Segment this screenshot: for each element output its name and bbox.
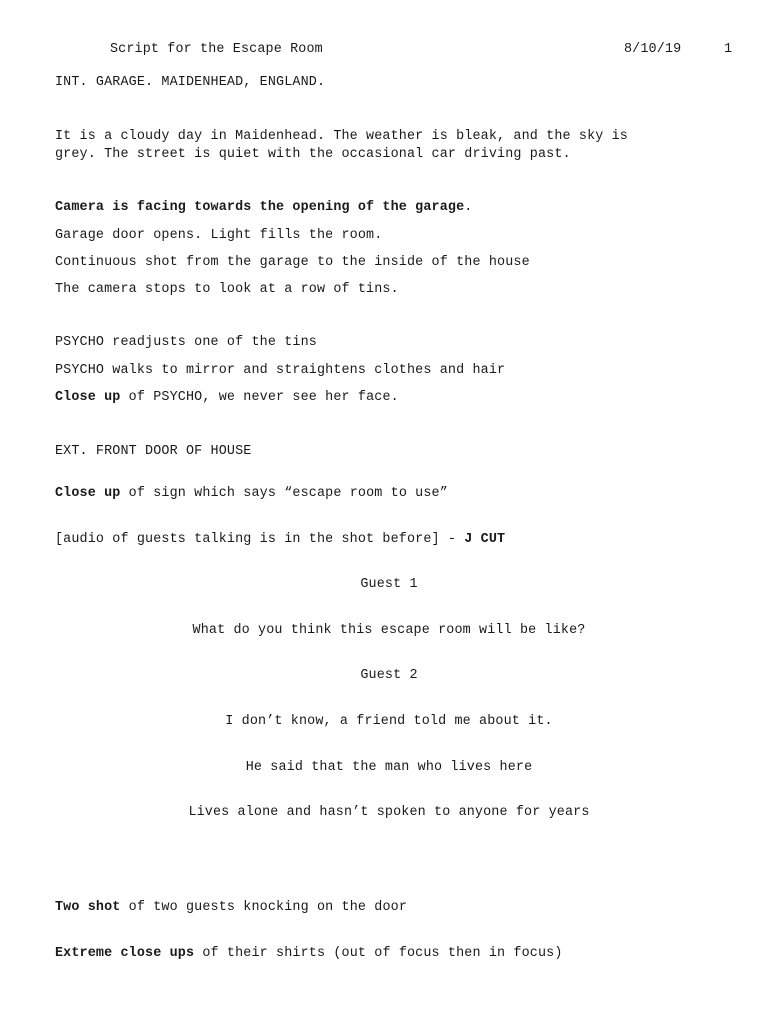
script-date: 8/10/19 xyxy=(624,42,682,57)
closeup-psycho xyxy=(55,390,399,406)
closeup-sign-bold: Close up xyxy=(55,486,121,501)
description-line-1: It is a cloudy day in Maidenhead. The weather is bleak, and the sky is xyxy=(55,129,628,144)
two-shot-bold: Two shot xyxy=(55,900,121,915)
dialogue-guest-2-line-1: I don’t know, a friend told me about it. xyxy=(225,714,553,729)
action-psycho-mirror: PSYCHO walks to mirror and straightens clothes and hair xyxy=(55,363,506,378)
dialogue-guest-2-line-3: Lives alone and hasn’t spoken to anyone for years xyxy=(188,805,590,820)
script-title: Script for the Escape Room xyxy=(110,42,323,57)
character-guest-2: Guest 2 xyxy=(360,668,418,683)
camera-direction xyxy=(55,200,472,216)
scene-heading-front-door: EXT. FRONT DOOR OF HOUSE xyxy=(55,444,252,459)
closeup-psycho-text: of PSYCHO, we never see her face. xyxy=(120,390,399,405)
dialogue-guest-1: What do you think this escape room will be like? xyxy=(192,623,586,638)
closeup-sign xyxy=(55,486,448,502)
dialogue-guest-2-line-2: He said that the man who lives here xyxy=(245,760,533,775)
audio-note-bold: J CUT xyxy=(464,532,506,547)
camera-direction-period: . xyxy=(464,200,473,215)
camera-direction-bold: Camera is facing towards the opening of the garage xyxy=(55,200,465,215)
two-shot xyxy=(55,900,407,916)
action-garage-door: Garage door opens. Light fills the room. xyxy=(55,228,383,243)
character-guest-1: Guest 1 xyxy=(360,577,418,592)
closeup-sign-text: of sign which says “escape room to use” xyxy=(120,486,448,501)
scene-heading-garage: INT. GARAGE. MAIDENHEAD, ENGLAND. xyxy=(55,75,326,90)
action-psycho-tins: PSYCHO readjusts one of the tins xyxy=(55,335,317,350)
description-line-2: grey. The street is quiet with the occasional car driving past. xyxy=(55,147,571,162)
closeup-psycho-bold: Close up xyxy=(55,390,121,405)
action-continuous-shot: Continuous shot from the garage to the inside of the house xyxy=(55,255,530,270)
extreme-closeups xyxy=(55,946,563,962)
extreme-closeups-text: of their shirts (out of focus then in focus) xyxy=(194,946,563,961)
page-number: 1 xyxy=(724,42,733,57)
two-shot-text: of two guests knocking on the door xyxy=(120,900,407,915)
action-camera-stops: The camera stops to look at a row of tins. xyxy=(55,282,399,297)
audio-note xyxy=(55,532,505,548)
audio-note-text: [audio of guests talking is in the shot before] - xyxy=(55,532,465,547)
extreme-closeups-bold: Extreme close ups xyxy=(55,946,195,961)
